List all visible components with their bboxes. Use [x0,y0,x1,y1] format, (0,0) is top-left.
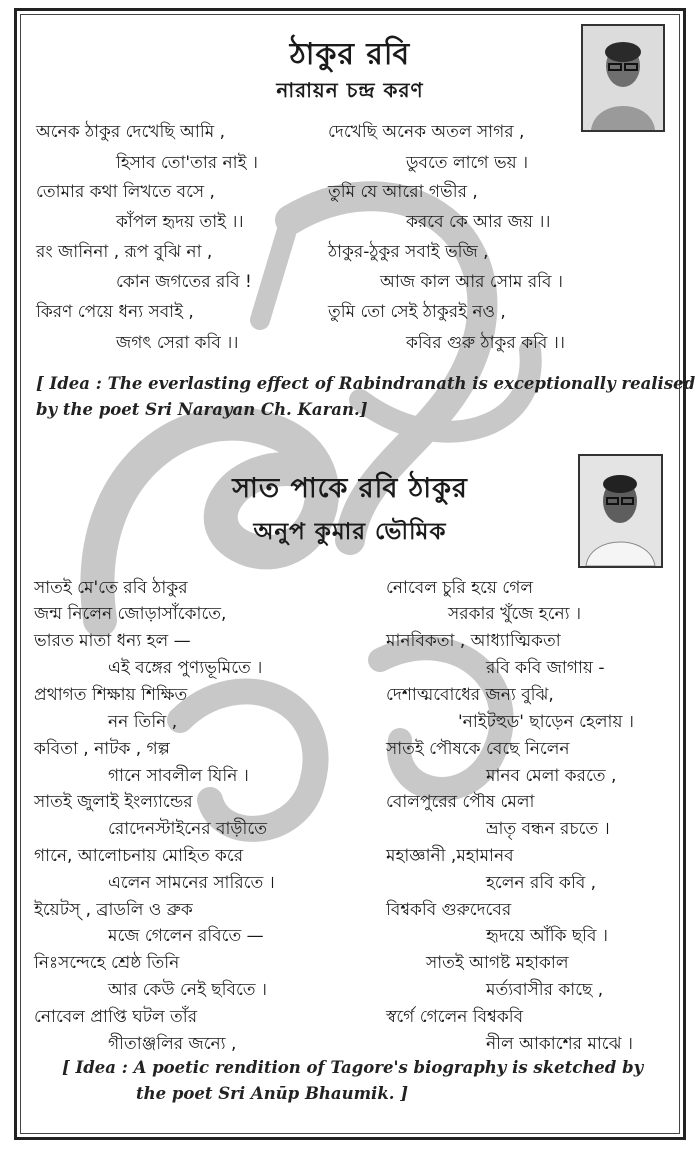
poem2-line: সাতই মে'তে রবি ঠাকুর [34,578,188,598]
poem1-line: অনেক ঠাকুর দেখেছি আমি , [36,122,225,142]
poem2-line: রবি কবি জাগায় - [486,658,605,678]
poem1-line: ডুবতে লাগে ভয় । [406,153,529,173]
poem1-line: রং জানিনা , রূপ বুঝি না , [36,242,213,262]
poem2-line: স্বর্গে গেলেন বিশ্বকবি [386,1007,524,1027]
poem2-line: বিশ্বকবি গুরুদেবের [386,900,512,920]
poem2-line: জন্ম নিলেন জোড়াসাঁকোতে, [34,604,227,624]
poem2-line: মহাজ্ঞানী ,মহামানব [386,846,514,866]
poem2-line: ইয়েটস্ , ব্রাডলি ও ব্রুক [34,900,193,920]
poem2-line: ভারত মাতা ধন্য হল — [34,631,191,651]
poem2-line: মজে গেলেন রবিতে — [108,926,264,946]
poem2-line: মর্ত্যবাসীর কাছে , [486,980,604,1000]
poem2-line: রোদেনস্টাইনের বাড়ীতে [108,819,268,839]
poem2-line: সাতই আগষ্ট মহাকাল [426,953,569,973]
poem2-line: মানব মেলা করতে , [486,766,617,786]
poem2-line: 'নাইটহুড' ছাড়েন হেলায় । [458,712,634,732]
poem2-title: সাত পাকে রবি ঠাকুর [232,473,468,504]
poem1-line: জগৎ সেরা কবি ।। [116,333,239,353]
poem2-line: সরকার খুঁজে হন্যে । [448,604,582,624]
poem1-line: দেখেছি অনেক অতল সাগর , [328,122,525,142]
poem2-line: নিঃসন্দেহে শ্রেষ্ঠ তিনি [34,953,180,973]
poem1-line: কিরণ পেয়ে ধন্য সবাই , [36,302,194,322]
poem1-line: কবির গুরু ঠাকুর কবি ।। [406,333,565,353]
poem2-line: গানে, আলোচনায় মোহিত করে [34,846,244,866]
poem1-line: হিসাব তো'তার নাই । [116,153,258,173]
poem1-title: ঠাকুর রবি [289,37,411,72]
poem2-author: অনুপ কুমার ভৌমিক [253,519,447,545]
poem2-line: সাতই পৌষকে বেছে নিলেন [386,739,570,759]
poem2-line: ভ্রাতৃ বন্ধন রচতে । [486,819,610,839]
poem2-line: হৃদয়ে আঁকি ছবি । [486,926,608,946]
poem2-idea-line2: the poet Sri Anūp Bhaumik. ] [136,1084,409,1103]
poem2-line: নোবেল প্রাপ্তি ঘটল তাঁর [34,1007,198,1027]
poem2-line: হলেন রবি কবি , [486,873,597,893]
poem2-line: গানে সাবলীল যিনি । [108,766,249,786]
poem1-line: আজ কাল আর সোম রবি । [380,272,563,292]
poem1-line: কোন জগতের রবি ! [116,272,252,292]
poem2-idea-line1: [ Idea : A poetic rendition of Tagore's biography is sketched by [62,1058,644,1077]
poem1-line: করবে কে আর জয় ।। [406,212,551,232]
poem1-line: কাঁপল হৃদয় তাই ।। [116,212,244,232]
poem1-idea-line1: [ Idea : The everlasting effect of Rabindranath is exceptionally realised [36,374,696,393]
poem2-line: দেশাত্মবোধের জন্য বুঝি, [386,685,554,705]
poem2-line: নন তিনি , [108,712,178,732]
poem2-line: কবিতা , নাটক , গল্প [34,739,170,759]
poem2-line: সাতই জুলাই ইংল্যান্ডের [34,792,193,812]
poem2-line: নোবেল চুরি হয়ে গেল [386,578,534,598]
poem2-line: গীতাঞ্জলির জন্যে , [108,1034,237,1054]
poem1-line: তুমি যে আরো গভীর , [328,182,478,202]
poem2-line: বোলপুরের পৌষ মেলা [386,792,535,812]
poem2-line: মানবিকতা , আধ্যাত্মিকতা [386,631,561,651]
poem2-line: প্রথাগত শিক্ষায় শিক্ষিত [34,685,188,705]
poem1-line: তুমি তো সেই ঠাকুরই নও , [328,302,506,322]
poem1-line: তোমার কথা লিখতে বসে , [36,182,215,202]
poem2-line: এই বঙ্গের পুণ্যভূমিতে । [108,658,263,678]
poem2-line: নীল আকাশের মাঝে । [486,1034,633,1054]
poem2-line: এলেন সামনের সারিতে । [108,873,275,893]
poem1-idea-line2: by the poet Sri Narayan Ch. Karan.] [36,400,368,419]
poem1-author: নারায়ন চন্দ্র করণ [276,78,424,102]
poem2-line: আর কেউ নেই ছবিতে । [108,980,268,1000]
poem1-line: ঠাকুর-ঠুকুর সবাই ভজি , [328,242,489,262]
